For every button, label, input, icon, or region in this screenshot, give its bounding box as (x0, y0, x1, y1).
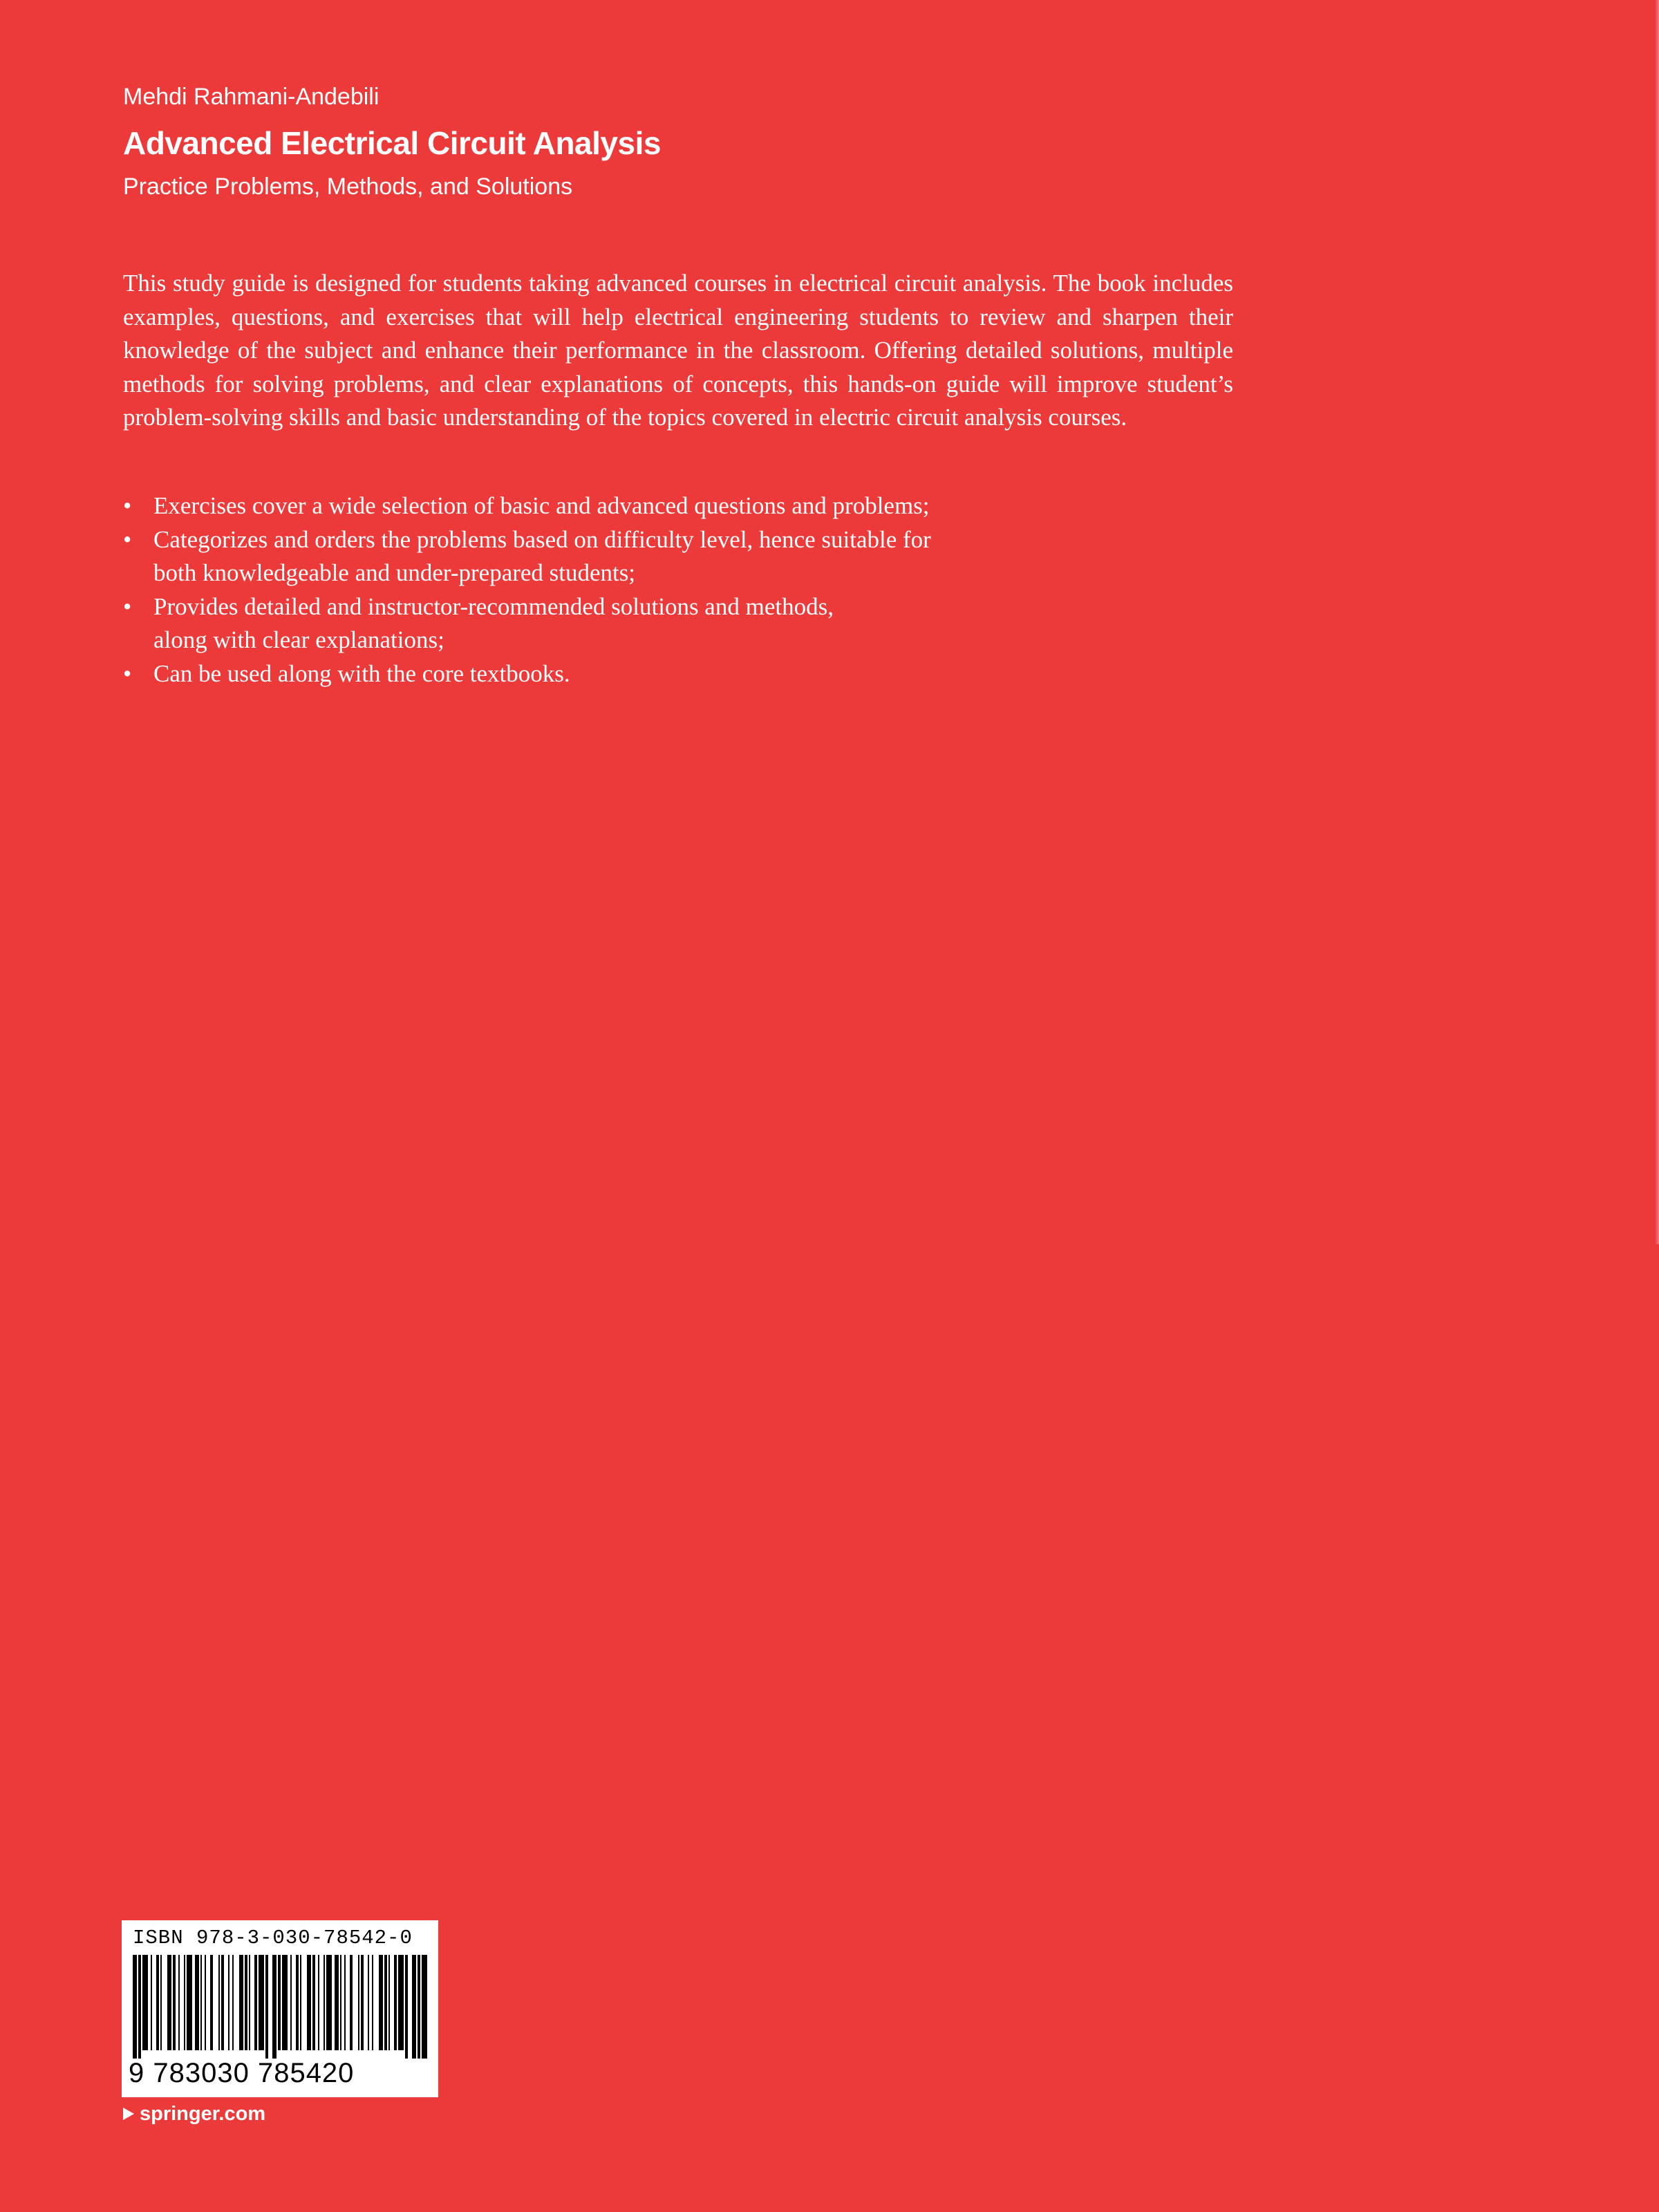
list-item (123, 489, 1091, 523)
barcode-icon (130, 1955, 430, 2059)
bullet-icon: • (123, 525, 132, 553)
feature-text: Categorizes and orders the problems based on difficulty level, hence suitable for (153, 525, 931, 553)
isbn-number: ISBN 978-3-030-78542-0 (133, 1927, 413, 1949)
list-item (123, 657, 1091, 691)
description-paragraph: This study guide is designed for students taking advanced courses in electrical circuit analysis. The book includes examples, questions, and exercises that will help electrical engineering students to review and sharpen their knowledge of the subject and enhance their performance in the classroom. Offering detailed solutions, multiple methods for solving problems, and clear explanations of concepts, this hands-on guide will improve student’s problem-solving skills and basic understanding of the topics covered in electric circuit analysis courses. (123, 270, 1233, 431)
ean-number: 9 783030 785420 (129, 2058, 355, 2088)
author-name: Mehdi Rahmani-Andebili (123, 84, 379, 110)
cover-edge-highlight (1655, 0, 1659, 1244)
feature-text: Exercises cover a wide selection of basic and advanced questions and problems; (153, 492, 930, 519)
feature-text: Provides detailed and instructor-recommended solutions and methods, (153, 592, 834, 620)
feature-text: Can be used along with the core textbooks. (153, 659, 570, 687)
list-item (123, 523, 1091, 590)
feature-text-continued: both knowledgeable and under-prepared students; (153, 559, 636, 587)
list-item (123, 590, 1091, 657)
bullet-icon: • (123, 659, 132, 687)
book-title: Advanced Electrical Circuit Analysis (123, 125, 661, 161)
bullet-icon: • (123, 592, 132, 620)
book-subtitle: Practice Problems, Methods, and Solutions (123, 174, 573, 200)
publisher-link[interactable] (123, 2100, 265, 2128)
feature-text-continued: along with clear explanations; (153, 626, 444, 654)
barcode-label (122, 1920, 438, 2097)
arrow-right-icon (123, 2108, 134, 2120)
feature-list (123, 489, 1091, 691)
publisher-link-text[interactable]: springer.com (140, 2103, 266, 2125)
bullet-icon: • (123, 492, 132, 519)
